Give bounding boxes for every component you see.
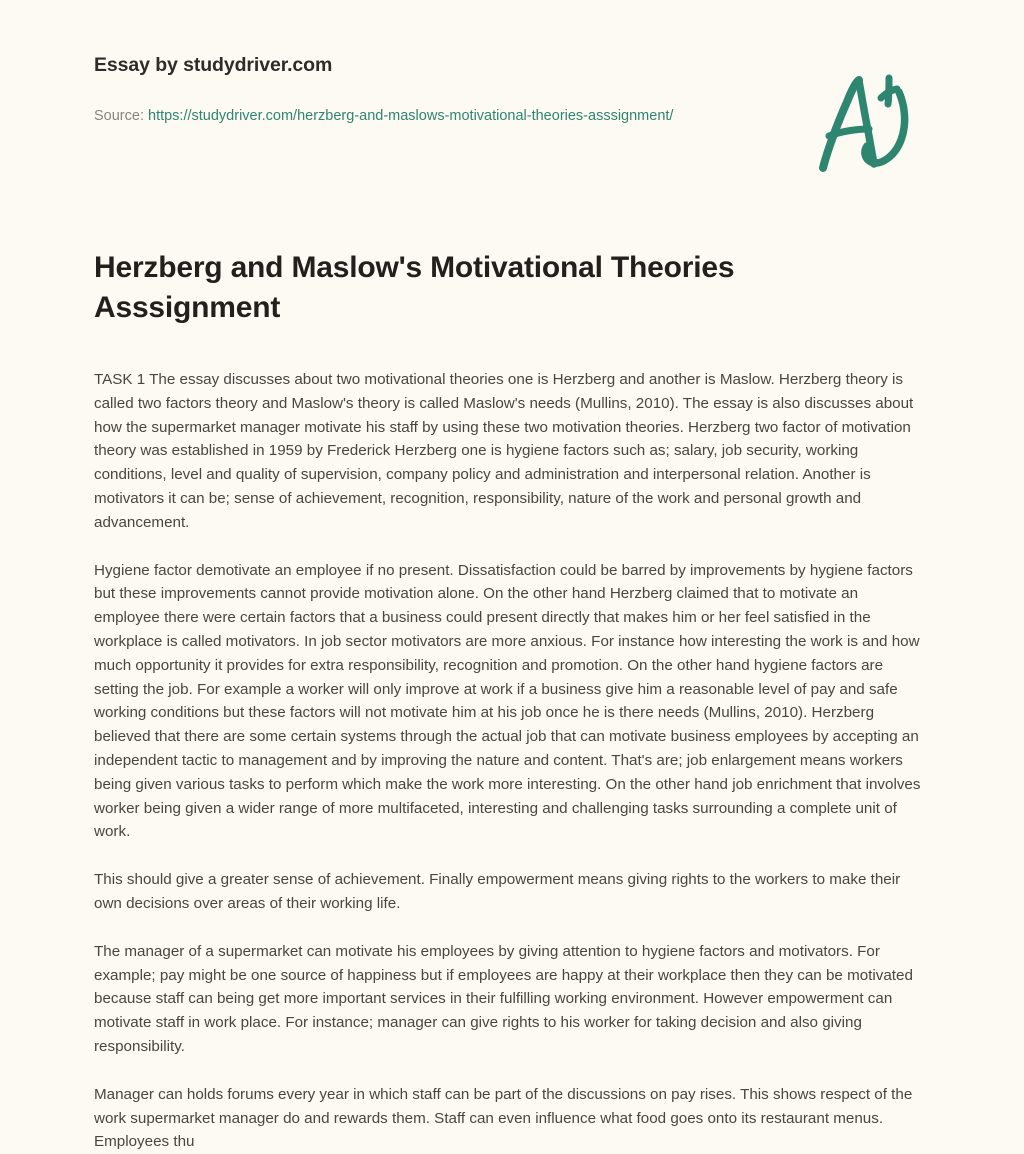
article-body <box>94 368 926 1154</box>
source-label: Source: <box>94 108 148 124</box>
source-url-link[interactable]: https://studydriver.com/herzberg-and-maslows-motivational-theories-asssignment/ <box>148 108 674 124</box>
article <box>94 248 926 1154</box>
article-title: Herzberg and Maslow's Motivational Theories Asssignment <box>94 251 735 324</box>
page-header <box>0 0 1024 200</box>
article-paragraph: The manager of a supermarket can motivate his employees by giving attention to hygiene factors and motivators. For example; pay might be one source of happiness but if employees are happy at their workplace then they can be motivated because staff can being get more important services in their fulfilling working environment. However empowerment can motivate staff in work place. For instance; manager can give rights to his worker for taking decision and also giving responsibility. <box>94 942 913 1055</box>
article-paragraph: This should give a greater sense of achievement. Finally empowerment means giving rights to the workers to make their own decisions over areas of their working life. <box>94 871 901 912</box>
brand-title: Essay by studydriver.com <box>94 54 333 76</box>
article-paragraph: Manager can holds forums every year in which staff can be part of the discussions on pay rises. This shows respect of the work supermarket manager do and rewards them. Staff can even influence what food goes onto its restaurant menus. Employees thu <box>94 1085 913 1151</box>
source-line <box>94 103 734 129</box>
a-plus-logo-icon <box>815 72 915 176</box>
article-paragraph: TASK 1 The essay discusses about two motivational theories one is Herzberg and another is Maslow. Herzberg theory is called two factors theory and Maslow's theory is called Maslow's needs (Mullins, 2010). The essay is also discusses about how the supermarket manager motivate his staff by using these two motivation theories. Herzberg two factor of motivation theory was established in 1959 by Frederick Herzberg one is hygiene factors such as; salary, job security, working conditions, level and quality of supervision, company policy and administration and interpersonal relation. Another is motivators it can be; sense of achievement, recognition, responsibility, nature of the work and personal growth and advancement. <box>94 371 914 531</box>
article-paragraph: Hygiene factor demotivate an employee if no present. Dissatisfaction could be barred by improvements by hygiene factors but these improvements cannot provide motivation alone. On the other hand Herzberg claimed that to motivate an employee there were certain factors that a business could present directly that makes him or her feel satisfied in the workplace is called motivators. In job sector motivators are more anxious. For instance how interesting the work is and how much opportunity it provides for extra responsibility, recognition and promotion. On the other hand hygiene factors are setting the job. For example a worker will only improve at work if a business give him a reasonable level of pay and safe working conditions but these factors will not motivate him at his job once he is there needs (Mullins, 2010). Herzberg believed that there are some certain systems through the actual job that can motivate business employees by accepting an independent tactic to management and by improving the nature and content. That's are; job enlargement means workers being given various tasks to perform which make the work more interesting. On the other hand job enrichment that involves worker being given a wider range of more multifaceted, interesting and challenging tasks surrounding a complete unit of work. <box>94 561 921 841</box>
